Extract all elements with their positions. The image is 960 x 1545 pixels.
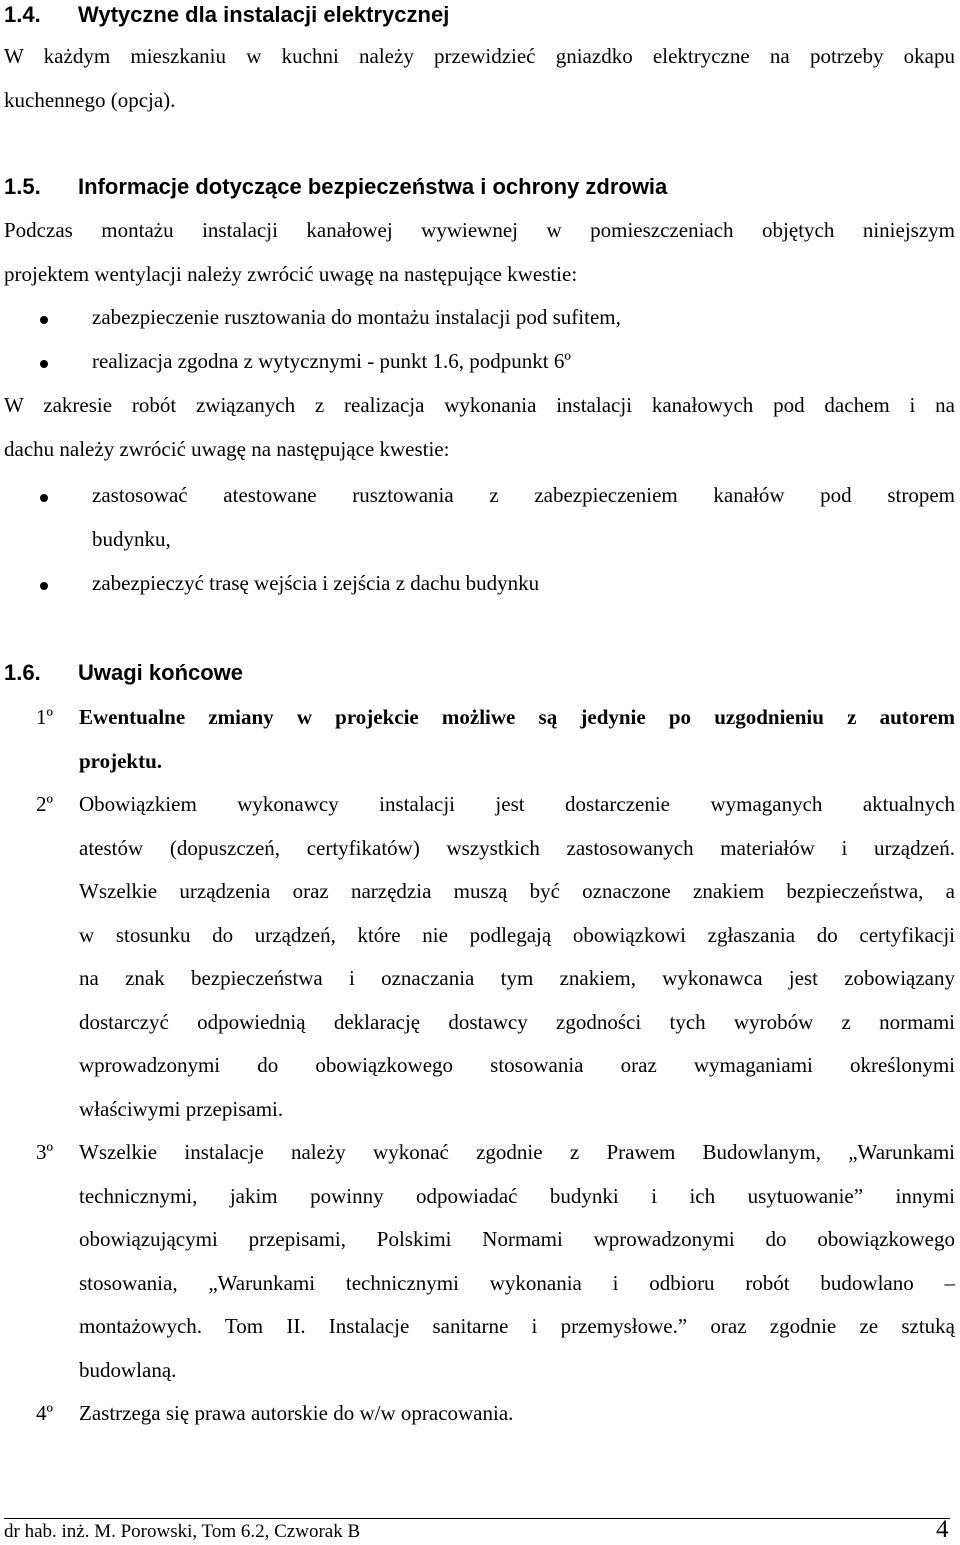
footer-page-number: 4 xyxy=(936,1516,949,1543)
section-1-5-mid-line-1: W zakresie robót związanych z realizacja wykonania instalacji kanałowych pod dachem i na xyxy=(4,393,955,417)
list-item: zabezpieczyć trasę wejścia i zejścia z dachu budynku xyxy=(92,571,540,595)
item-3-line-4: stosowania, „Warunkami technicznymi wykonania i odbioru robót budowlano – xyxy=(79,1271,955,1295)
item-2-marker: 2º xyxy=(36,792,54,816)
section-1-5-intro-line-2: projektem wentylacji należy zwrócić uwagę na następujące kwestie: xyxy=(4,262,578,286)
item-2-line-8: właściwymi przepisami. xyxy=(79,1097,284,1121)
footer-rule xyxy=(4,1518,950,1519)
item-1-marker: 1º xyxy=(36,705,54,729)
item-2-line-3: Wszelkie urządzenia oraz narzędzia muszą być oznaczone znakiem bezpieczeństwa, a xyxy=(79,879,955,903)
item-2-line-5: na znak bezpieczeństwa i oznaczania tym znakiem, wykonawca jest zobowiązany xyxy=(79,966,955,990)
section-1-6-number: 1.6. xyxy=(4,660,41,685)
section-1-4-number: 1.4. xyxy=(4,2,41,27)
bullet-dot xyxy=(40,494,48,502)
item-4-marker: 4º xyxy=(36,1401,54,1425)
item-2-line-4: w stosunku do urządzeń, które nie podlegają obowiązkowi zgłaszania do certyfikacji xyxy=(79,923,955,947)
section-1-5-number: 1.5. xyxy=(4,174,41,199)
section-1-4-line-2: kuchennego (opcja). xyxy=(4,88,176,112)
item-3-line-5: montażowych. Tom II. Instalacje sanitarne i przemysłowe.” oraz zgodnie ze sztuką xyxy=(79,1314,955,1338)
item-3-line-1: Wszelkie instalacje należy wykonać zgodnie z Prawem Budowlanym, „Warunkami xyxy=(79,1140,955,1164)
section-1-4-title: Wytyczne dla instalacji elektrycznej xyxy=(78,2,450,27)
list-item: realizacja zgodna z wytycznymi - punkt 1.6, podpunkt 6º xyxy=(92,349,571,373)
item-1-line-2: projektu. xyxy=(79,749,163,773)
item-2-line-6: dostarczyć odpowiednią deklarację dostawcy zgodności tych wyrobów z normami xyxy=(79,1010,955,1034)
bullet-dot xyxy=(40,360,48,368)
bullet-dot xyxy=(40,582,48,590)
item-4-line-1: Zastrzega się prawa autorskie do w/w opracowania. xyxy=(79,1401,514,1425)
list-item-continuation: budynku, xyxy=(92,527,171,551)
section-1-5-title: Informacje dotyczące bezpieczeństwa i ochrony zdrowia xyxy=(78,174,668,199)
item-3-marker: 3º xyxy=(36,1140,54,1164)
section-1-4-line-1: W każdym mieszkaniu w kuchni należy przewidzieć gniazdko elektryczne na potrzeby okapu xyxy=(4,44,955,68)
section-1-6-title: Uwagi końcowe xyxy=(78,660,244,685)
item-2-line-7: wprowadzonymi do obowiązkowego stosowania oraz wymaganiami określonymi xyxy=(79,1053,955,1077)
item-1-line-1: Ewentualne zmiany w projekcie możliwe są jedynie po uzgodnieniu z autorem xyxy=(79,705,955,729)
list-item: zabezpieczenie rusztowania do montażu instalacji pod sufitem, xyxy=(92,305,621,329)
section-1-5-intro-line-1: Podczas montażu instalacji kanałowej wywiewnej w pomieszczeniach objętych niniejszym xyxy=(4,218,955,242)
bullet-dot xyxy=(40,316,48,324)
section-1-5-mid-line-2: dachu należy zwrócić uwagę na następujące kwestie: xyxy=(4,437,450,461)
item-3-line-3: obowiązującymi przepisami, Polskimi Normami wprowadzonymi do obowiązkowego xyxy=(79,1227,955,1251)
item-3-line-6: budowlaną. xyxy=(79,1358,177,1382)
item-2-line-2: atestów (dopuszczeń, certyfikatów) wszystkich zastosowanych materiałów i urządzeń. xyxy=(79,836,955,860)
item-2-line-1: Obowiązkiem wykonawcy instalacji jest dostarczenie wymaganych aktualnych xyxy=(79,792,955,816)
footer-author: dr hab. inż. M. Porowski, Tom 6.2, Czworak B xyxy=(4,1521,361,1542)
item-3-line-2: technicznymi, jakim powinny odpowiadać budynki i ich usytuowanie” innymi xyxy=(79,1184,955,1208)
list-item: zastosować atestowane rusztowania z zabezpieczeniem kanałów pod stropem xyxy=(92,483,955,507)
